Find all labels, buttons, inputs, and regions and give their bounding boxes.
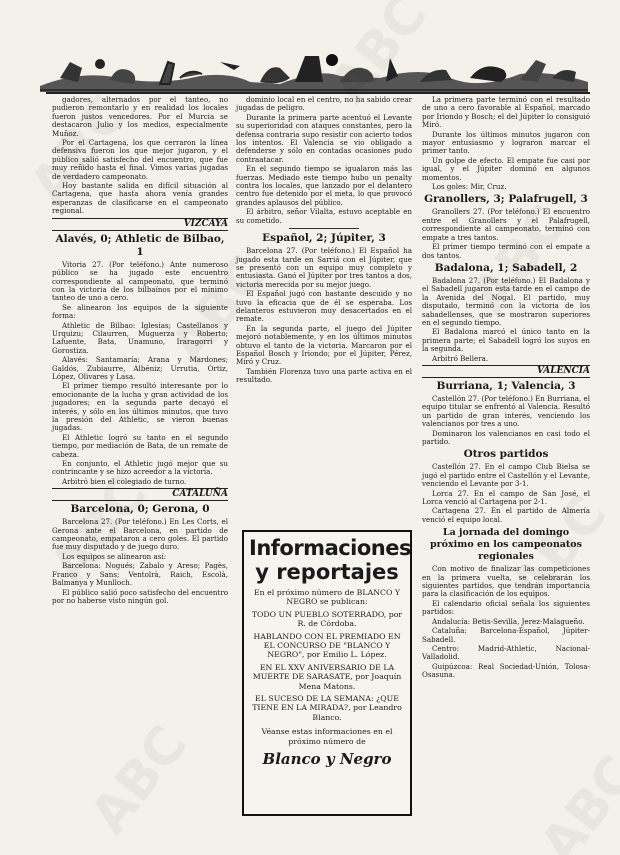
match-title: Burriana, 1; Valencia, 3 (436, 379, 576, 392)
column-2 (236, 96, 412, 386)
paragraph: Los equipos se alinearon así: (62, 551, 167, 561)
ad-item: TODO UN PUEBLO SOTERRADO, por R. de Córdoba. (251, 609, 403, 629)
paragraph: El calendario oficial señala los siguientes partidos: (422, 598, 590, 617)
section-header-cataluna: CATALUÑA (52, 488, 228, 501)
paragraph: Dominaron los valencianos en casi todo el partido. (422, 428, 590, 446)
paragraph: Durante la primera parte acentuó el Levante su superioridad con ataques constantes, pero la defensa contraria supo resistir con acierto todos los intentos. El Valencia se vio obligado a defenderse y sólo en contadas ocasiones pudo contraatacar. (236, 112, 412, 164)
watermark (529, 745, 620, 855)
paragraph: El primer tiempo resultó interesante por lo emocionante de la lucha y gran actividad de los jugadores; en la segunda parte decayó el interés, y sólo en los últimos minutos, que tuvo la presión del Athletic, se vieron buenas jugadas. (52, 381, 228, 433)
paragraph: El Athletic logró su tanto en el segundo tiempo, por mediación de Bata, de un remate de cabeza. (52, 432, 228, 459)
ad-brand: Blanco y Negro (262, 750, 392, 769)
match-title: Alavés, 0; Athletic de Bilbao, 1 (55, 232, 225, 258)
ad-item: EL SUCESO DE LA SEMANA: ¿QUE TIENE EN LA MIRADA?, por Leandro Blanco. (252, 694, 402, 722)
paragraph: Los goles: Mir, Cruz. (432, 182, 507, 192)
paragraph: Por el Cartagena, los que cerraron la línea defensiva fueron los que mejor jugaron, y el público salió satisfecho del encuentro, que fue muy reñido hasta el final. Vimos varias jugadas de verdadero campeonato. (52, 138, 228, 181)
section-header-valencia: VALENCIA (422, 365, 590, 378)
paragraph: El árbitro, señor Vilalta, estuvo aceptable en su cometido. (236, 207, 412, 225)
paragraph: Granollers 27. (Por teléfono.) El encuentro entre el Granollers y el Palafrugell, correspondiente al campeonato, terminó con empate a tres tantos. (422, 207, 590, 242)
paragraph: Un golpe de efecto. El empate fue casi por igual, y el Júpiter dominó en algunos momentos. (422, 155, 590, 182)
paragraph: Badalona 27. (Por teléfono.) El Badalona y el Sabadell jugaron esta tarde en el campo de la Avenida del Nogal. El partido, muy disputado, terminó con la victoria de los sabadellenses, que se mostraron superiores en el segundo tiempo. (422, 275, 590, 327)
paragraph: Cataluña: Barcelona-Español, Júpiter-Sabadell. (422, 626, 590, 644)
paragraph: Castellón 27. En el campo Club Bielsa se jugó el partido entre el Castellón y el Levante, venciendo el Levante por 3-1. (422, 462, 590, 489)
paragraph: Arbitró bien el colegiado de turno. (62, 476, 187, 486)
paragraph: El Español jugó con bastante descuido y no tuvo la eficacia que de él se esperaba. Los delanteros estuvieron muy desacertados en el remate. (236, 289, 412, 324)
paragraph: Barcelona 27. (Por teléfono.) En Les Corts, el Gerona ante el Barcelona, en partido de campeonato, empataron a cero goles. El partido fue muy disputado y de juego duro. (52, 517, 228, 552)
paragraph: También Florenza tuvo una parte activa en el resultado. (236, 366, 412, 385)
ad-footer: Véanse estas informaciones en el próximo número de (261, 727, 393, 746)
paragraph: El público salió poco satisfecho del encuentro por no haberse visto ningún gol. (52, 587, 228, 605)
paragraph: Centro: Madrid-Athletic, Nacional-Valladolid. (422, 643, 590, 662)
match-title: Badalona, 1; Sabadell, 2 (434, 261, 578, 274)
paragraph: Hoy bastante salida en difícil situación al Cartagena, que hasta ahora venía grandes esperanzas de clasificarse en el campeonato regional. (52, 181, 228, 216)
paragraph: La primera parte terminó con el resultado de uno a cero favorable al Español, marcado por Iriondo y Bosch; el del Júpiter lo consiguió Miró. (422, 95, 590, 130)
paragraph: Castellón 27. (Por teléfono.) En Burriana, el equipo titular se enfrentó al Valencia. Resultó un partido de gran interés, venciendo los valencianos por tres a uno. (422, 393, 590, 429)
paragraph: Barcelona: Nogués; Zabalo y Areso; Pagès, Franco y Sans; Ventolrà, Raich, Escolà, Balmanya y Munlloch. (52, 561, 228, 588)
watermark (79, 715, 199, 845)
paragraph: gadores, alternados por el tanteo, no pudieron remontarlo y en realidad los locales fueron justos vencedores. Por el Murcia se destacaron Julio y los medios, especialmente Muñoz. (52, 95, 228, 138)
paragraph: Guipúzcoa: Real Sociedad-Unión, Tolosa-Osasuna. (422, 661, 590, 680)
paragraph: Con motivo de finalizar las competiciones en la primera vuelta, se celebrarán los siguientes partidos, que tendrán importancia para la clasificación de los equipos. (422, 564, 590, 599)
paragraph: Barcelona 27. (Por teléfono.) El Español ha jugado esta tarde en Sarriá con el Júpiter, que se presentó con un equipo muy completo y entusiasta. Ganó el Júpiter por tres tantos a dos, victoria merecida por su mejor juego. (236, 246, 412, 289)
paragraph: Alavés: Santamaría; Arana y Mardones; Galdós, Zubiaurre, Albéniz; Urrutia, Ortiz, López, Olivares y Lasa. (52, 355, 228, 381)
paragraph: Vitoria 27. (Por teléfono.) Ante numeroso público se ha jugado este encuentro correspondiente al campeonato, que terminó con la victoria de los bilbaínos por el mínimo tanteo de uno a cero. (52, 259, 228, 303)
paragraph: Durante los últimos minutos jugaron con mayor entusiasmo y lograron marcar el primer tanto. (422, 129, 590, 156)
ad-title-line-2: y reportajes (255, 560, 399, 584)
ad-item: HABLANDO CON EL PREMIADO EN EL CONCURSO DE "BLANCO Y NEGRO", por Emilio L. López. (253, 631, 401, 660)
ad-item: EN EL XXV ANIVERSARIO DE LA MUERTE DE SARASATE, por Joaquín Mena Matons. (252, 662, 402, 691)
section-header-vizcaya: VIZCAYA (52, 218, 228, 231)
match-title: La jornada del domingo próximo en los campeonatos regionales (430, 527, 582, 563)
match-title: Barcelona, 0; Gerona, 0 (70, 503, 210, 516)
paragraph: En la segunda parte, el juego del Júpiter mejoró notablemente, y en los últimos minutos obtuvo el tanto de la victoria. Marcaron por el Español Bosch y Iriondo; por el Júpiter, Pérez, Miró y Cruz. (236, 323, 412, 367)
paragraph: dominio local en el centro, no ha sabido crear jugadas de peligro. (236, 95, 412, 113)
divider (289, 228, 359, 229)
paragraph: Lorca 27. En el campo de San José, el Lorca venció al Cartagena por 2-1. (422, 488, 590, 507)
paragraph: En conjunto, el Athletic jugó mejor que su contrincante y se hizo acreedor a la victoria. (52, 459, 228, 477)
header-rule (46, 92, 590, 94)
paragraph: El primer tiempo terminó con el empate a dos tantos. (422, 242, 590, 260)
match-title: Granollers, 3; Palafrugell, 3 (424, 193, 588, 206)
ad-title-line-1: Informaciones (249, 536, 412, 560)
paragraph: En el segundo tiempo se igualaron más las fuerzas. Mediado este tiempo hubo un penalty contra los locales, que lanzado por el delantero centro fue detenido por el meta, lo que provocó grandes aplausos del público. (236, 164, 412, 207)
paragraph: Se alinearon los equipos de la siguiente forma: (52, 302, 228, 321)
paragraph: El Badalona marcó el único tanto en la primera parte; el Sabadell logró los suyos en la segunda. (422, 327, 590, 354)
paragraph: Andalucía: Betis-Sevilla, Jerez-Malagueño. (432, 616, 585, 626)
paragraph: Arbitró Bellera. (432, 353, 489, 363)
match-title: Español, 2; Júpiter, 3 (262, 232, 386, 245)
advertisement-box (242, 530, 412, 816)
match-title: Otros partidos (463, 448, 549, 461)
sports-cartoon-banner (40, 48, 588, 92)
column-3 (422, 96, 590, 681)
ad-intro: En el próximo número de BLANCO Y NEGRO se publican: (253, 588, 401, 607)
paragraph: Athletic de Bilbao: Iglesias; Castellanos y Urquizu; Cilaurren, Muguerza y Roberto; Lafuente, Bata, Unamuno, Iraragorri y Gorostiza. (52, 320, 228, 355)
paragraph: Cartagena 27. En el partido de Almería venció el equipo local. (422, 506, 590, 524)
